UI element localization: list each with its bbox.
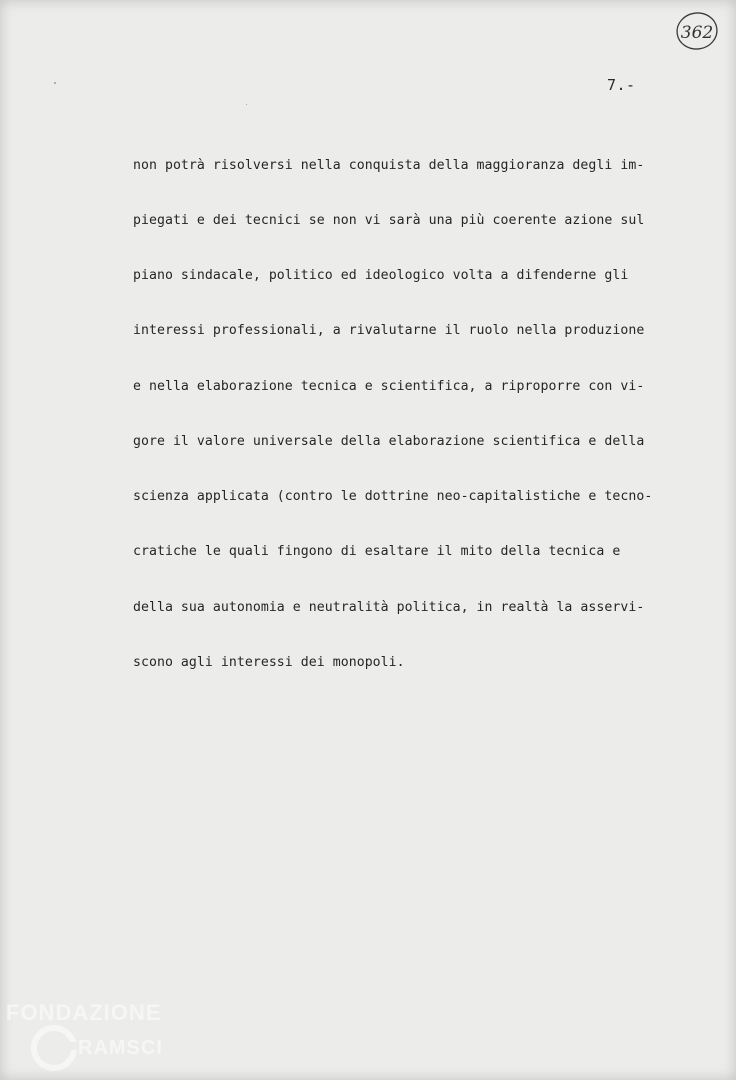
text-line: non potrà risolversi nella conquista della maggioranza degli im- xyxy=(133,157,645,173)
text-line: piegati e dei tecnici se non vi sarà una più coerente azione sul xyxy=(133,213,645,229)
stray-ink-dot xyxy=(246,104,247,105)
archive-number: 362 xyxy=(680,23,714,43)
circled-number-mark xyxy=(674,10,720,52)
watermark-line-2: RAMSCI xyxy=(78,1037,163,1059)
text-line: scono agli interessi dei monopoli. xyxy=(133,654,405,670)
watermark-line-1: FONDAZIONE xyxy=(6,1000,162,1025)
text-line: scienza applicata (contro le dottrine neo-capitalistiche e tecno- xyxy=(133,489,653,505)
typewritten-paragraph xyxy=(133,120,733,709)
stray-ink-dot xyxy=(54,82,56,84)
watermark-graphic xyxy=(4,998,194,1078)
foundation-watermark-logo xyxy=(4,998,194,1078)
text-line: gore il valore universale della elaborazione scientifica e della xyxy=(133,433,645,449)
text-line: cratiche le quali fingono di esaltare il mito della tecnica e xyxy=(133,544,621,560)
archive-number-stamp xyxy=(674,10,720,52)
text-line: interessi professionali, a rivalutarne il ruolo nella produzione xyxy=(133,323,645,339)
text-line: della sua autonomia e neutralità politica, in realtà la asservi- xyxy=(133,599,645,615)
text-line: piano sindacale, politico ed ideologico volta a difenderne gli xyxy=(133,268,629,284)
page-number: 7.- xyxy=(607,76,636,94)
text-line: e nella elaborazione tecnica e scientifica, a riproporre con vi- xyxy=(133,378,645,394)
